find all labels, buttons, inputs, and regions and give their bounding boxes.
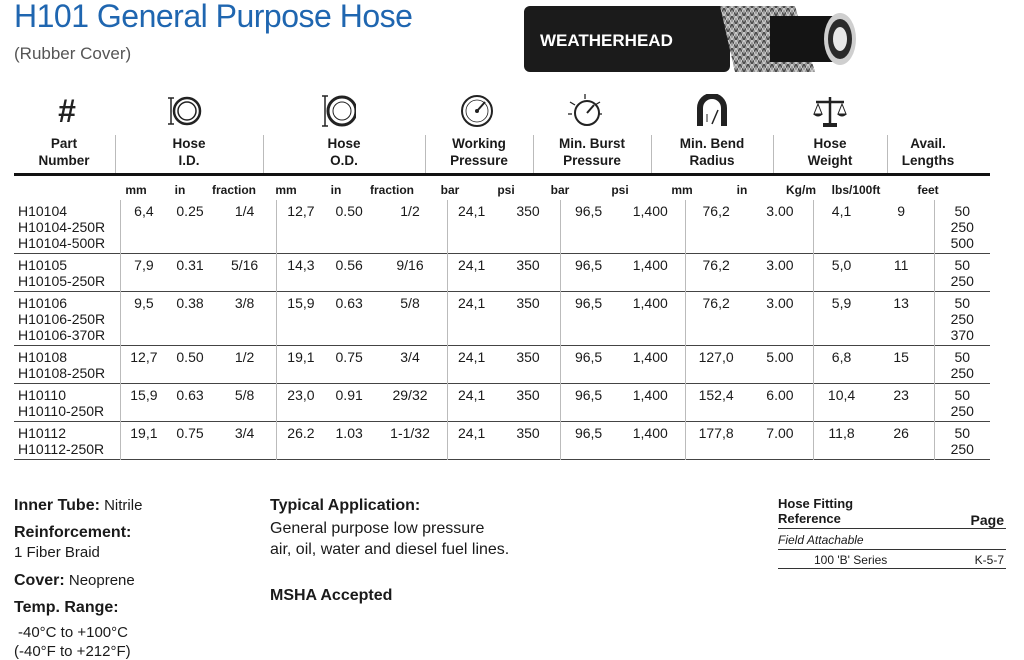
cell-w-lbs: 11 — [893, 257, 909, 273]
unit-label: bar — [550, 183, 570, 197]
cell-od-mm: 14,3 — [276, 254, 324, 292]
table-row — [14, 422, 990, 460]
cover-label: Cover: — [14, 572, 65, 589]
fitting-series: 100 'B' Series — [814, 553, 888, 567]
cell-parts: H10112 H10112-250R — [18, 425, 105, 457]
column-divider — [887, 135, 888, 175]
table-row — [14, 384, 990, 422]
col-hose-od: Hose O.D. — [327, 136, 361, 168]
cell-br-mm: 127,0 — [685, 346, 746, 384]
page-column-label: Page — [970, 512, 1004, 528]
cell-w-kg: 4,1 — [814, 200, 869, 254]
cell-w-lbs: 15 — [893, 349, 909, 365]
cell-od-fr: 5/8 — [400, 295, 420, 311]
cell-id-fr: 1/4 — [234, 203, 255, 219]
cell-wp-psi: 350 — [516, 203, 540, 219]
fitting-row — [778, 550, 1006, 569]
column-divider — [773, 135, 774, 175]
cell-wp-bar: 24,1 — [447, 292, 495, 346]
cell-w-lbs: 13 — [893, 295, 909, 311]
col-working-pressure: Working Pressure — [450, 136, 508, 168]
cell-lengths: 50 250 — [934, 346, 990, 384]
column-divider — [425, 135, 426, 175]
cell-wp-bar: 24,1 — [447, 200, 495, 254]
reinforcement-value: 1 Fiber Braid — [14, 544, 100, 561]
cell-lengths: 50 250 — [934, 254, 990, 292]
cell-bp-bar: 96,5 — [561, 384, 616, 422]
cell-br-mm: 177,8 — [685, 422, 746, 460]
unit-label: psi — [497, 183, 515, 197]
cell-br-mm: 76,2 — [685, 254, 746, 292]
cell-br-in: 3.00 — [766, 295, 794, 311]
fitting-reference-box — [778, 496, 1006, 569]
unit-label: fraction — [211, 183, 256, 197]
cell-w-kg: 5,0 — [814, 254, 869, 292]
cell-od-in: 1.03 — [335, 425, 363, 441]
col-avail-lengths: Avail. Lengths — [901, 136, 955, 168]
cell-id-in: 0.38 — [176, 295, 204, 311]
cell-parts: H10104 H10104-250R H10104-500R — [18, 203, 106, 251]
svg-text:#: # — [58, 94, 76, 128]
hose-od-icon — [322, 94, 356, 128]
col-bend-radius: Min. Bend Radius — [679, 136, 745, 168]
table-row — [14, 200, 990, 254]
cell-bp-psi: 1,400 — [632, 203, 668, 219]
cell-id-in: 0.63 — [176, 387, 204, 403]
unit-label: fraction — [369, 183, 414, 197]
cell-w-lbs: 26 — [893, 425, 909, 441]
cell-id-mm: 7,9 — [120, 254, 166, 292]
cell-wp-psi: 350 — [516, 349, 540, 365]
cell-od-mm: 23,0 — [276, 384, 324, 422]
cell-od-mm: 12,7 — [276, 200, 324, 254]
temp-range-label: Temp. Range: — [14, 599, 119, 616]
temp-range-c: -40°C to +100°C — [18, 624, 128, 641]
column-divider — [533, 135, 534, 175]
bend-icon — [695, 94, 729, 128]
cell-id-fr: 5/8 — [234, 387, 255, 403]
cell-wp-bar: 24,1 — [447, 422, 495, 460]
cell-id-mm: 15,9 — [120, 384, 166, 422]
cell-br-mm: 76,2 — [685, 292, 746, 346]
cell-id-mm: 9,5 — [120, 292, 166, 346]
unit-label: feet — [917, 183, 939, 197]
reinforcement-label: Reinforcement: — [14, 524, 132, 541]
page-title: H101 General Purpose Hose — [14, 0, 413, 34]
column-divider — [115, 135, 116, 175]
cell-wp-bar: 24,1 — [447, 254, 495, 292]
msha-accepted: MSHA Accepted — [270, 587, 393, 604]
cell-id-fr: 5/16 — [230, 257, 259, 273]
brand-logo: WEATHERHEAD — [540, 31, 673, 50]
unit-label: in — [330, 183, 342, 197]
unit-label: Kg/m — [786, 183, 816, 197]
cell-id-fr: 3/4 — [234, 425, 255, 441]
cell-od-fr: 3/4 — [400, 349, 420, 365]
cell-id-fr: 1/2 — [234, 349, 255, 365]
unit-label: mm — [275, 183, 297, 197]
cell-w-kg: 6,8 — [814, 346, 869, 384]
cell-id-in: 0.75 — [176, 425, 204, 441]
cell-lengths: 50 250 — [934, 384, 990, 422]
table-row — [14, 254, 990, 292]
cell-id-mm: 12,7 — [120, 346, 166, 384]
cell-lengths: 50 250 370 — [934, 292, 990, 346]
cell-bp-bar: 96,5 — [561, 422, 616, 460]
fitting-category: Field Attachable — [778, 529, 1006, 550]
cell-bp-bar: 96,5 — [561, 292, 616, 346]
unit-label: mm — [125, 183, 147, 197]
cell-w-lbs: 23 — [893, 387, 909, 403]
cell-lengths: 50 250 — [934, 422, 990, 460]
application-text: General purpose low pressure air, oil, water and diesel fuel lines. — [270, 520, 510, 558]
header-rule — [14, 173, 990, 176]
cell-br-in: 3.00 — [766, 257, 794, 273]
page-subtitle: (Rubber Cover) — [14, 44, 132, 63]
table-row — [14, 346, 990, 384]
inner-tube-spec — [14, 497, 142, 515]
hose-id-icon — [168, 94, 202, 128]
cell-w-kg: 10,4 — [814, 384, 869, 422]
inner-tube-label: Inner Tube: — [14, 497, 100, 514]
cell-br-in: 5.00 — [766, 349, 794, 365]
hash-icon — [50, 94, 84, 128]
cell-parts: H10105 H10105-250R — [18, 257, 106, 289]
column-divider — [651, 135, 652, 175]
cell-bp-psi: 1,400 — [632, 295, 668, 311]
unit-label: bar — [440, 183, 460, 197]
cell-od-in: 0.56 — [335, 257, 363, 273]
fitting-page: K-5-7 — [974, 553, 1004, 567]
cover-value: Neoprene — [68, 572, 135, 589]
table-row — [14, 292, 990, 346]
inner-tube-value: Nitrile — [104, 497, 143, 514]
cell-wp-bar: 24,1 — [447, 346, 495, 384]
cell-od-fr: 1/2 — [400, 203, 420, 219]
cell-bp-psi: 1,400 — [632, 387, 668, 403]
fitting-reference-title: Hose Fitting Reference — [778, 496, 854, 526]
cell-od-in: 0.50 — [335, 203, 363, 219]
cell-od-in: 0.63 — [335, 295, 363, 311]
cell-bp-psi: 1,400 — [632, 349, 668, 365]
unit-label: lbs/100ft — [831, 183, 881, 197]
cell-id-fr: 3/8 — [234, 295, 255, 311]
application-title: Typical Application: — [270, 497, 421, 514]
cell-bp-psi: 1,400 — [632, 257, 668, 273]
cell-bp-psi: 1,400 — [632, 425, 668, 441]
cell-od-mm: 15,9 — [276, 292, 324, 346]
hose-spec-table — [14, 200, 990, 460]
cell-w-kg: 11,8 — [814, 422, 869, 460]
cell-bp-bar: 96,5 — [561, 254, 616, 292]
cell-wp-bar: 24,1 — [447, 384, 495, 422]
unit-label: psi — [611, 183, 629, 197]
col-hose-weight: Hose Weight — [807, 136, 853, 168]
gauge-icon — [460, 94, 494, 128]
col-burst-pressure: Min. Burst Pressure — [559, 136, 625, 168]
col-part-number: Part Number — [38, 136, 90, 168]
cell-od-in: 0.91 — [335, 387, 363, 403]
cell-wp-psi: 350 — [516, 257, 540, 273]
cell-id-in: 0.25 — [176, 203, 204, 219]
cell-od-fr: 29/32 — [392, 387, 428, 403]
cell-bp-bar: 96,5 — [561, 346, 616, 384]
cell-parts: H10110 H10110-250R — [18, 387, 105, 419]
unit-label: mm — [671, 183, 693, 197]
cell-id-in: 0.31 — [176, 257, 204, 273]
unit-label: in — [174, 183, 186, 197]
cell-br-mm: 76,2 — [685, 200, 746, 254]
cell-od-fr: 1-1/32 — [390, 425, 430, 441]
cell-w-lbs: 9 — [897, 203, 905, 219]
col-hose-id: Hose I.D. — [172, 136, 206, 168]
cell-parts: H10106 H10106-250R H10106-370R — [18, 295, 106, 343]
column-divider — [263, 135, 264, 175]
cover-spec — [14, 572, 135, 590]
cell-id-mm: 6,4 — [120, 200, 166, 254]
cell-wp-psi: 350 — [516, 387, 540, 403]
cell-od-mm: 19,1 — [276, 346, 324, 384]
cell-wp-psi: 350 — [516, 295, 540, 311]
cell-lengths: 50 250 500 — [934, 200, 990, 254]
cell-bp-bar: 96,5 — [561, 200, 616, 254]
hose-product-image — [520, 0, 860, 80]
cell-od-mm: 26.2 — [276, 422, 324, 460]
cell-id-in: 0.50 — [176, 349, 204, 365]
cell-wp-psi: 350 — [516, 425, 540, 441]
cell-od-fr: 9/16 — [396, 257, 424, 273]
cell-br-mm: 152,4 — [685, 384, 746, 422]
cell-od-in: 0.75 — [335, 349, 363, 365]
temp-range-f: (-40°F to +212°F) — [14, 643, 131, 660]
cell-parts: H10108 H10108-250R — [18, 349, 106, 381]
cell-w-kg: 5,9 — [814, 292, 869, 346]
burst-gauge-icon — [568, 94, 602, 128]
cell-id-mm: 19,1 — [120, 422, 166, 460]
scale-icon — [813, 94, 847, 128]
cell-br-in: 6.00 — [766, 387, 794, 403]
cell-br-in: 3.00 — [766, 203, 794, 219]
unit-label: in — [736, 183, 748, 197]
cell-br-in: 7.00 — [766, 425, 794, 441]
